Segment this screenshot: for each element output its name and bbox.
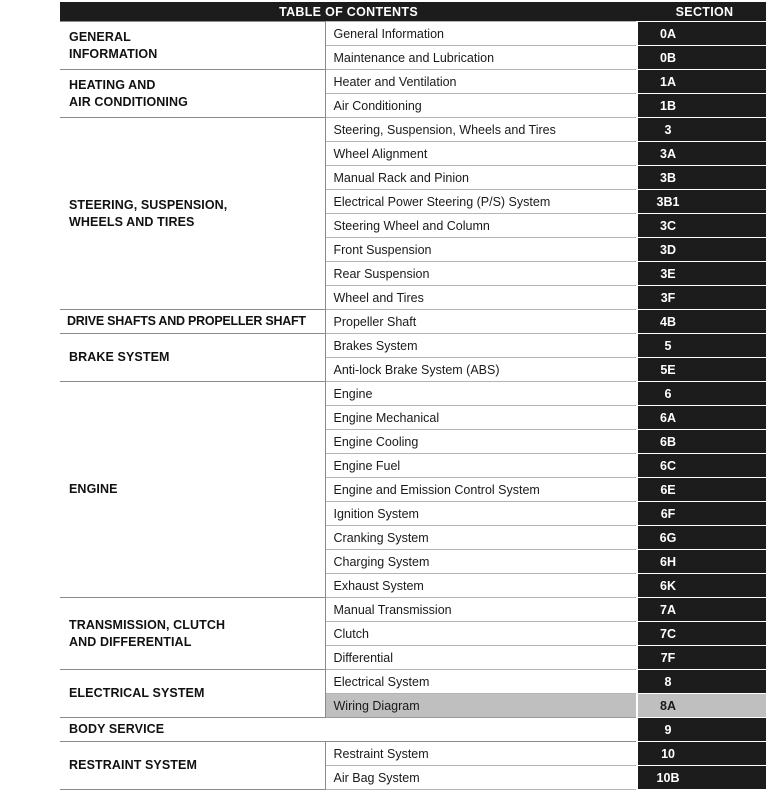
table-row — [60, 310, 766, 334]
section-title[interactable]: Engine Fuel — [325, 454, 637, 478]
category-label-line: ENGINE — [69, 482, 118, 497]
section-code[interactable]: 6C — [637, 454, 766, 478]
section-title[interactable]: Steering, Suspension, Wheels and Tires — [325, 118, 637, 142]
section-title[interactable]: Clutch — [325, 622, 637, 646]
section-code[interactable]: 1A — [637, 70, 766, 94]
category-label-line: RESTRAINT SYSTEM — [69, 758, 197, 773]
section-code[interactable]: 3B — [637, 166, 766, 190]
category-label — [60, 718, 637, 742]
category-label-line: AIR CONDITIONING — [69, 94, 188, 109]
category-label — [60, 670, 325, 718]
section-title[interactable]: Electrical System — [325, 670, 637, 694]
section-title[interactable]: Rear Suspension — [325, 262, 637, 286]
section-title[interactable]: Charging System — [325, 550, 637, 574]
section-code[interactable]: 8A — [637, 694, 766, 718]
section-title[interactable]: Differential — [325, 646, 637, 670]
category-label-line: BODY SERVICE — [69, 722, 165, 737]
table-row — [60, 382, 766, 406]
category-label — [60, 382, 325, 598]
table-row — [60, 334, 766, 358]
category-label-line: ELECTRICAL SYSTEM — [69, 686, 205, 701]
section-code[interactable]: 3B1 — [637, 190, 766, 214]
category-label — [60, 70, 325, 118]
table-row — [60, 670, 766, 694]
section-title[interactable]: Engine — [325, 382, 637, 406]
section-code[interactable]: 6 — [637, 382, 766, 406]
section-code[interactable]: 6E — [637, 478, 766, 502]
category-label — [60, 118, 325, 310]
category-label-line: WHEELS AND TIRES — [69, 214, 195, 229]
section-code[interactable]: 3D — [637, 238, 766, 262]
section-code[interactable]: 6A — [637, 406, 766, 430]
section-title[interactable]: Brakes System — [325, 334, 637, 358]
section-title[interactable]: Exhaust System — [325, 574, 637, 598]
section-header-label: SECTION — [637, 2, 766, 22]
section-title[interactable]: Air Conditioning — [325, 94, 637, 118]
section-title[interactable]: Restraint System — [325, 742, 637, 766]
section-title[interactable]: Engine Mechanical — [325, 406, 637, 430]
section-title[interactable]: Heater and Ventilation — [325, 70, 637, 94]
section-code[interactable]: 6H — [637, 550, 766, 574]
section-code[interactable]: 1B — [637, 94, 766, 118]
section-code[interactable]: 7F — [637, 646, 766, 670]
category-label — [60, 334, 325, 382]
section-title[interactable]: Propeller Shaft — [325, 310, 637, 334]
table-body — [60, 22, 766, 790]
section-code[interactable]: 0A — [637, 22, 766, 46]
section-code[interactable]: 6F — [637, 502, 766, 526]
table-row — [60, 22, 766, 46]
section-code[interactable]: 7C — [637, 622, 766, 646]
category-label-line: GENERAL — [69, 30, 131, 44]
section-title[interactable]: Engine and Emission Control System — [325, 478, 637, 502]
category-label — [60, 598, 325, 670]
section-title[interactable]: Manual Transmission — [325, 598, 637, 622]
section-code[interactable]: 6B — [637, 430, 766, 454]
section-code[interactable]: 3C — [637, 214, 766, 238]
header-row — [60, 2, 766, 22]
section-title[interactable]: Air Bag System — [325, 766, 637, 790]
section-code[interactable]: 5 — [637, 334, 766, 358]
category-label-line: STEERING, SUSPENSION, — [69, 198, 228, 212]
table-of-contents-header-label: TABLE OF CONTENTS — [60, 2, 637, 22]
category-label-line: HEATING AND — [69, 78, 156, 92]
category-label-line: INFORMATION — [69, 46, 158, 61]
section-code[interactable]: 10B — [637, 766, 766, 790]
category-label-line: AND DIFFERENTIAL — [69, 634, 192, 649]
section-code[interactable]: 9 — [637, 718, 766, 742]
section-code[interactable]: 8 — [637, 670, 766, 694]
table-row — [60, 598, 766, 622]
category-label — [60, 310, 325, 334]
section-code[interactable]: 3A — [637, 142, 766, 166]
section-title[interactable]: Cranking System — [325, 526, 637, 550]
section-title[interactable]: Wheel and Tires — [325, 286, 637, 310]
section-code[interactable]: 10 — [637, 742, 766, 766]
section-code[interactable]: 6G — [637, 526, 766, 550]
section-title[interactable]: Wiring Diagram — [325, 694, 637, 718]
table-row — [60, 118, 766, 142]
table-row — [60, 70, 766, 94]
category-label-line: BRAKE SYSTEM — [69, 350, 170, 365]
section-code[interactable]: 3F — [637, 286, 766, 310]
table-row — [60, 742, 766, 766]
section-title[interactable]: Front Suspension — [325, 238, 637, 262]
section-title[interactable]: Wheel Alignment — [325, 142, 637, 166]
section-code[interactable]: 4B — [637, 310, 766, 334]
section-title[interactable]: Anti-lock Brake System (ABS) — [325, 358, 637, 382]
section-code[interactable]: 5E — [637, 358, 766, 382]
section-title[interactable]: General Information — [325, 22, 637, 46]
section-title[interactable]: Electrical Power Steering (P/S) System — [325, 190, 637, 214]
section-title[interactable]: Engine Cooling — [325, 430, 637, 454]
category-label — [60, 22, 325, 70]
section-code[interactable]: 3 — [637, 118, 766, 142]
section-code[interactable]: 0B — [637, 46, 766, 70]
section-title[interactable]: Ignition System — [325, 502, 637, 526]
section-title[interactable]: Maintenance and Lubrication — [325, 46, 637, 70]
section-title[interactable]: Steering Wheel and Column — [325, 214, 637, 238]
section-code[interactable]: 7A — [637, 598, 766, 622]
table-row — [60, 718, 766, 742]
table-header — [60, 2, 766, 22]
category-label-line: DRIVE SHAFTS AND PROPELLER SHAFT — [67, 314, 306, 329]
category-label-line: TRANSMISSION, CLUTCH — [69, 618, 226, 632]
section-code[interactable]: 3E — [637, 262, 766, 286]
section-title[interactable]: Manual Rack and Pinion — [325, 166, 637, 190]
section-code[interactable]: 6K — [637, 574, 766, 598]
table-of-contents-table — [60, 2, 766, 790]
